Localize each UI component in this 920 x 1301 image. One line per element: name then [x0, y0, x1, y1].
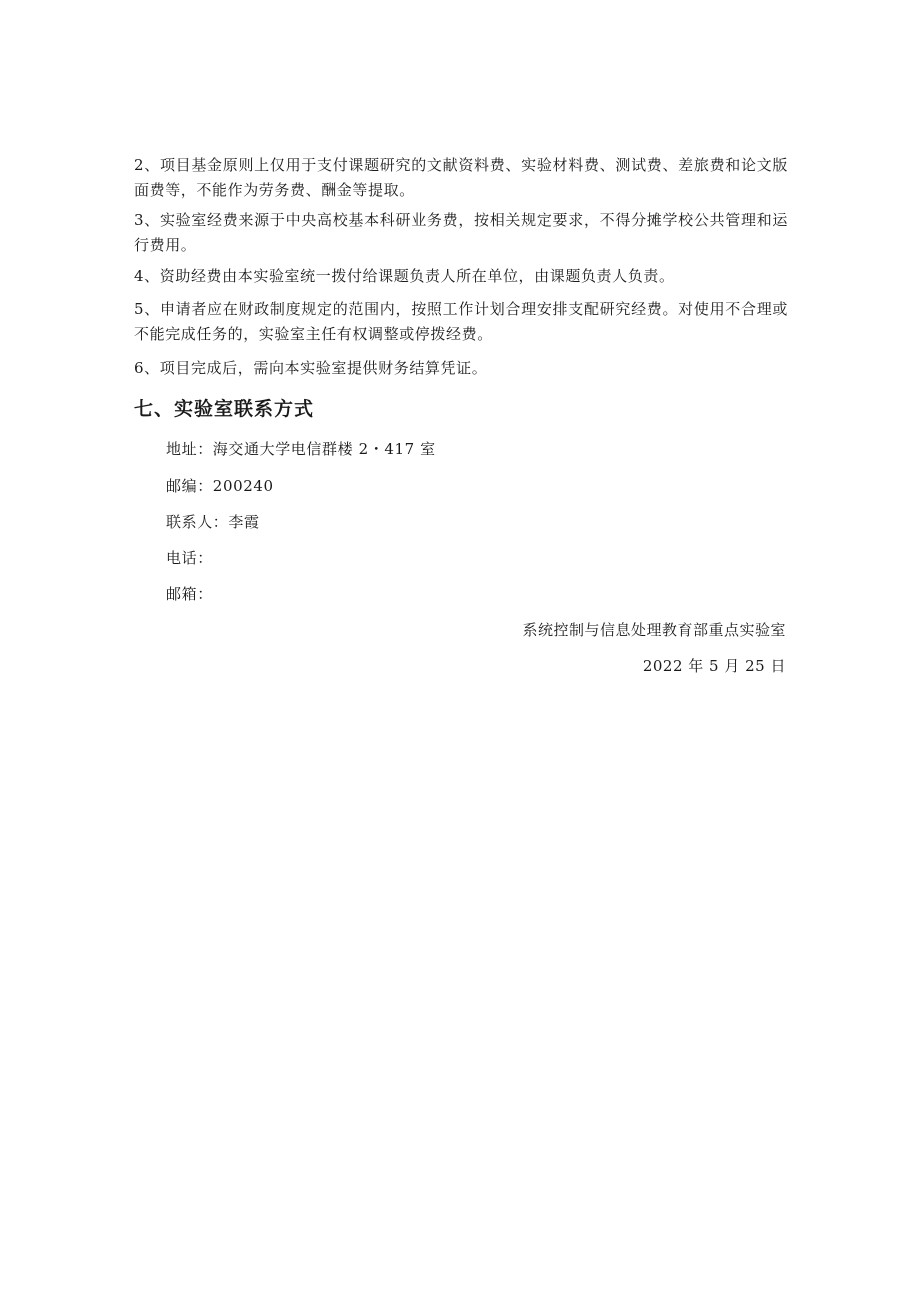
rule-item-2: 2、项目基金原则上仅用于支付课题研究的文献资料费、实验材料费、测试费、差旅费和论文版面费等，不能作为劳务费、酬金等提取。: [134, 156, 788, 199]
contact-postcode: 邮编：200240: [166, 477, 274, 495]
rule-item-5: 5、申请者应在财政制度规定的范围内，按照工作计划合理安排支配研究经费。对使用不合理或不能完成任务的，实验室主任有权调整或停拨经费。: [134, 300, 788, 343]
rule-item-3: 3、实验室经费来源于中央高校基本科研业务费，按相关规定要求，不得分摊学校公共管理和运行费用。: [134, 211, 788, 254]
section-heading: 七、实验室联系方式: [134, 398, 315, 420]
contact-person: 联系人：李霞: [166, 513, 260, 531]
contact-address: 地址：海交通大学电信群楼 2・417 室: [166, 440, 436, 458]
contact-phone: 电话：: [166, 549, 213, 567]
contact-email: 邮箱：: [166, 585, 213, 603]
signature-date: 2022 年 5 月 25 日: [642, 657, 786, 675]
signature-org: 系统控制与信息处理教育部重点实验室: [522, 621, 786, 639]
rule-item-4: 4、资助经费由本实验室统一拨付给课题负责人所在单位，由课题负责人负责。: [134, 267, 675, 285]
rule-item-6: 6、项目完成后，需向本实验室提供财务结算凭证。: [134, 359, 488, 377]
